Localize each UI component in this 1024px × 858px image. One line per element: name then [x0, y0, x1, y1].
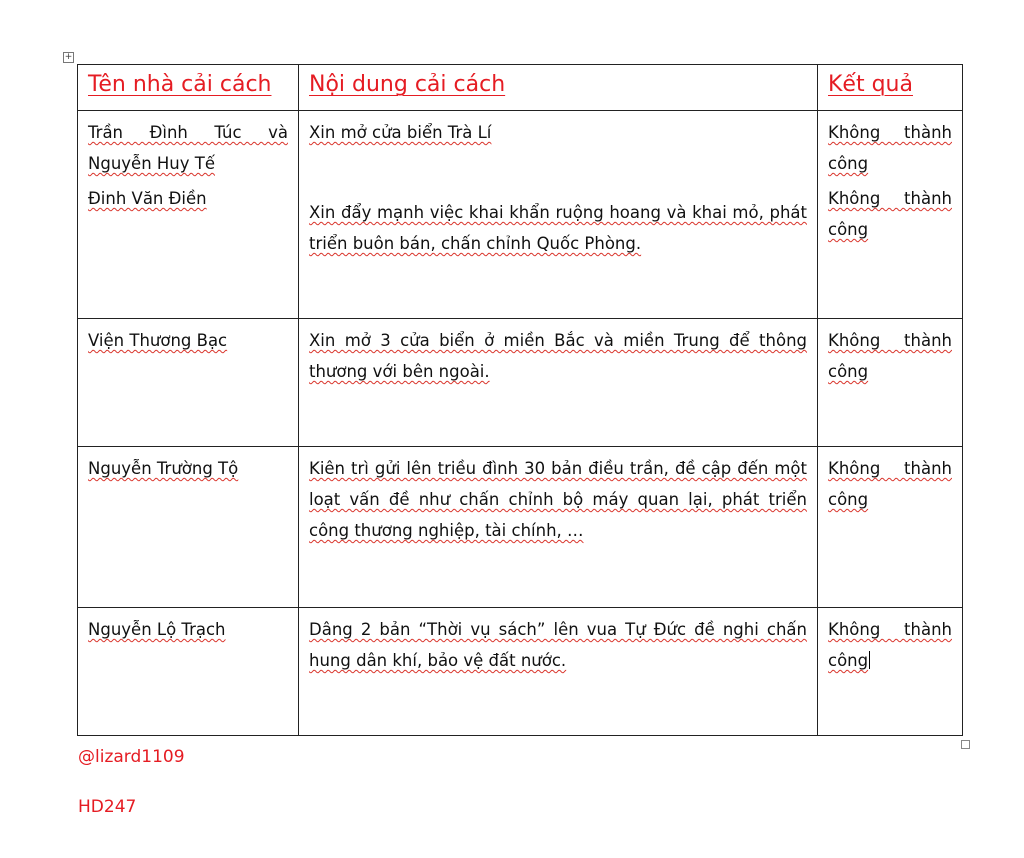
reformer-cell[interactable] [78, 608, 299, 736]
footer-username: @lizard1109 [78, 747, 185, 767]
header-content[interactable]: Nội dung cải cách [299, 65, 818, 111]
result-cell[interactable] [818, 608, 963, 736]
reformer-cell[interactable] [78, 111, 299, 319]
table-resize-handle[interactable] [961, 740, 970, 749]
header-result[interactable]: Kết quả [818, 65, 963, 111]
table-row [78, 608, 963, 736]
header-reformer[interactable]: Tên nhà cải cách [78, 65, 299, 111]
reform-content: Xin mở 3 cửa biển ở miền Bắc và miền Trung để thông thương với bên ngoài. [309, 331, 807, 381]
result-cell[interactable] [818, 447, 963, 608]
table-row [78, 447, 963, 608]
table-row [78, 111, 963, 319]
content-cell[interactable] [299, 111, 818, 319]
reformer-name: Đinh Văn Điền [88, 189, 207, 208]
reformer-name: Nguyễn Lộ Trạch [88, 620, 226, 639]
reform-content: Dâng 2 bản “Thời vụ sách” lên vua Tự Đức đề nghi chấn hung dân khí, bảo vệ đất nước. [309, 620, 807, 670]
table-header-row [78, 65, 963, 111]
content-cell[interactable] [299, 447, 818, 608]
reformer-cell[interactable] [78, 447, 299, 608]
footer-site: HD247 [78, 797, 137, 817]
reform-result: Không thành công [828, 459, 952, 509]
reform-result: Không thành công [828, 189, 952, 239]
reformer-cell[interactable] [78, 319, 299, 447]
content-cell[interactable] [299, 319, 818, 447]
reformer-name: Nguyễn Trường Tộ [88, 459, 239, 478]
reform-content: Xin mở cửa biển Trà Lí [309, 123, 492, 142]
reform-table [77, 64, 963, 736]
reform-result: Không thành công [828, 614, 952, 676]
reformer-name: Trần Đình Túc và Nguyễn Huy Tế [88, 123, 288, 173]
result-cell[interactable] [818, 319, 963, 447]
result-cell[interactable] [818, 111, 963, 319]
content-cell[interactable] [299, 608, 818, 736]
reform-content: Kiên trì gửi lên triều đình 30 bản điều trần, đề cập đến một loạt vấn đề như chấn chỉnh bộ máy quan lại, phát triển công thương nghiệp, tài chính, … [309, 459, 807, 540]
table-row [78, 319, 963, 447]
reform-result: Không thành công [828, 331, 952, 381]
reformer-name: Viện Thương Bạc [88, 331, 228, 350]
reform-result: Không thành công [828, 123, 952, 173]
table-move-handle[interactable]: + [64, 52, 73, 62]
reform-content: Xin đẩy mạnh việc khai khẩn ruộng hoang và khai mỏ, phát triển buôn bán, chấn chỉnh Quốc Phòng. [309, 203, 807, 253]
